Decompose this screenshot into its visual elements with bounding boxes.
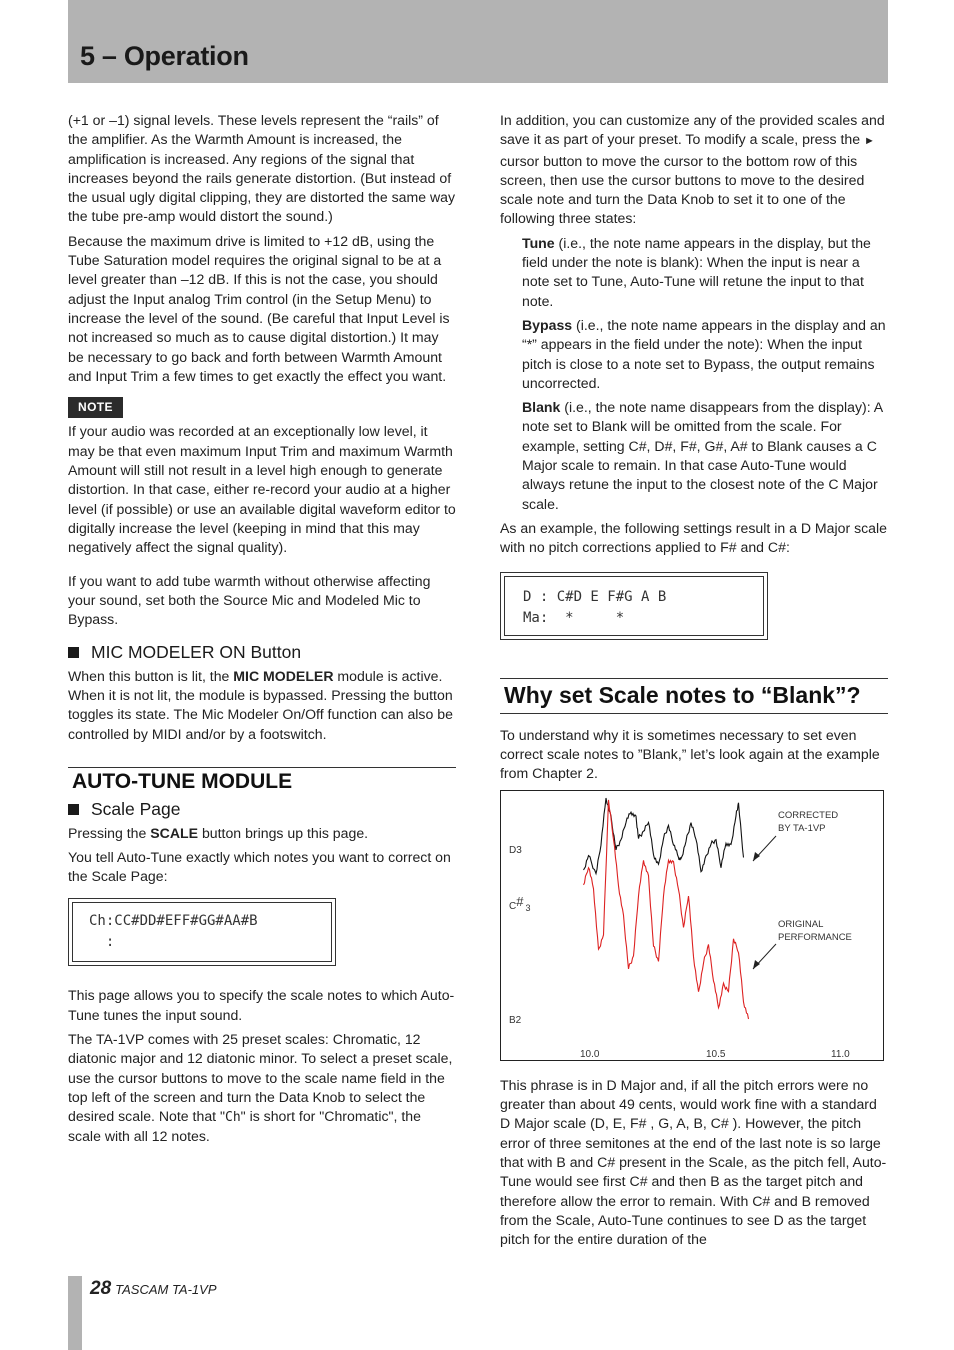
arrow-original-head <box>753 960 760 969</box>
paragraph-preset-scales: The TA-1VP comes with 25 preset scales: Chromatic, 12 diatonic major and 12 diatonic minor. To select a preset scale, use the cursor buttons to move to the scale name field in the top left of the screen and turn the Data Knob to select the desired scale. Note that "Ch" is short for "Chromatic", the scale with all 12 notes. <box>68 1030 453 1145</box>
page-number: 28 <box>90 1278 112 1299</box>
chapter-title: 5 – Operation <box>80 41 249 71</box>
state-bypass: Bypass (i.e., the note name appears in the display and an “*” appears in the field under the note): When the input pitch is close to a note set to Bypass, the output remains uncorrected. <box>522 316 886 391</box>
footer-model: TASCAM TA-1VP <box>115 1282 217 1297</box>
state-tune: Tune (i.e., the note name appears in the display, but the field under the note is blank): When the input is near a note set to Tune, Auto-Tune will retune the input to that note. <box>522 234 871 309</box>
scale-page-heading: Scale Page <box>68 800 456 819</box>
y-label-d3: D3 <box>509 844 522 856</box>
scale-lcd-display <box>68 898 336 966</box>
square-bullet-icon <box>68 647 79 658</box>
annotation-original-line1: ORIGINAL <box>778 918 824 930</box>
d-major-lcd-display <box>500 572 768 640</box>
scale-page-intro: Pressing the SCALE button brings up this page. <box>68 824 369 841</box>
left-column <box>68 111 456 1152</box>
why-blank-heading: Why set Scale notes to “Blank”? <box>504 681 861 708</box>
note-label: NOTE <box>68 397 123 418</box>
paragraph-why-blank: To understand why it is sometimes necessary to set even correct scale notes to ”Blank,” let’s look again at the example from Chapter 2. <box>500 726 880 782</box>
paragraph-max-drive: Because the maximum drive is limited to +12 dB, using the Tube Saturation model requires the original signal to be at a level greater than –12 dB. If this is not the case, you should adjust the Input analog Trim control (in the Setup Menu) to increase the level of the sound. (Be careful that Input Level is not increased so much as to cause digital distortion.) It may be necessary to go back and forth between Warmth Amount and Input Trim a few times to get exactly the effect you want. <box>68 232 450 384</box>
paragraph-scale-notes: This page allows you to specify the scale notes to which Auto-Tune tunes the input sound. <box>68 987 455 1023</box>
footer-bar <box>68 1276 82 1350</box>
scale-page-paragraph: You tell Auto-Tune exactly which notes you want to correct on the Scale Page: <box>68 848 451 885</box>
right-arrow-icon: ► <box>864 135 875 148</box>
scale-lcd-screen <box>72 902 332 962</box>
section-rule-bottom <box>500 713 888 714</box>
auto-tune-module-heading: AUTO-TUNE MODULE <box>72 769 293 793</box>
lcd-line-1: D : C#D E F#G A B <box>523 588 667 605</box>
note-text: If your audio was recorded at an exceptionally low level, it may be that even maximum Input Trim and maximum Warmth Amount will still not result in a level high enough to generate distortion. In that case, either re-record your audio at a higher level (if possible) or use an available digital waveform editor to digitally increase the level (keeping in mind that this may negatively affect the signal quality). <box>68 423 456 556</box>
x-tick-10-5: 10.5 <box>706 1048 726 1060</box>
pitch-chart-svg <box>501 791 885 1062</box>
paragraph-bypass-tip: If you want to add tube warmth without otherwise affecting your sound, set both the Source Mic and Modeled Mic to Bypass. <box>68 572 431 628</box>
paragraph-d-major-analysis: This phrase is in D Major and, if all the pitch errors were no greater than about 49 cents, would work fine with a standard D Major scale (D, E, F# , G, A, B, C# ). However, the pitch error of three semitones at the end of the last note is so large that with B and C# present in the Scale, as the pitch fell, Auto-Tune would see first C# and then B as the target pitch and therefore allow the error to remain. With C# and B removed from the Scale, Auto-Tune continues to see D as the target pitch for the entire duration of the <box>500 1076 887 1248</box>
paragraph-d-major-example: As an example, the following settings result in a D Major scale with no pitch corrections applied to F# and C#: <box>500 519 887 556</box>
paragraph-rails: (+1 or –1) signal levels. These levels represent the “rails” of the amplifier. As the Warmth Amount is increased, the amplification is increased. Any regions of the signal that increases beyond the rails generate distortion. (But instead of the usual ugly digital clipping, they are distorted the same way the tube pre-amp would distort the sound.) <box>68 112 456 225</box>
inline-code-ch: Ch <box>225 1110 241 1126</box>
mic-modeler-paragraph: When this button is lit, the MIC MODELER module is active. When it is not lit, the module is bypassed. Pressing the button toggles its state. The Mic Modeler On/Off function can also be controlled by MIDI and/or by a footswitch. <box>68 667 453 742</box>
x-tick-11-0: 11.0 <box>831 1048 850 1060</box>
lcd-line-2: : <box>89 934 115 951</box>
paragraph-customize: In addition, you can customize any of the provided scales and save it as part of your preset. To modify a scale, press the ► cursor button to move the cursor to the bottom row of this screen, then use the cursor buttons to move to the desired scale note and turn the Data Knob to set it to one of the following three states: <box>500 112 885 227</box>
annotation-corrected-line2: BY TA-1VP <box>778 822 826 834</box>
annotation-corrected-line1: CORRECTED <box>778 809 839 821</box>
mic-modeler-heading: MIC MODELER ON Button <box>68 643 456 662</box>
d-major-lcd-screen <box>504 576 764 636</box>
right-column <box>500 111 888 1254</box>
state-blank: Blank (i.e., the note name disappears from the display): A note set to Blank will be omitted from the scale. For example, setting C#, D#, F#, G#, A# to Blank causes a C Major scale to remain. In that case Auto-Tune would always retune the input to the closest note of the C Major scale. <box>522 399 883 512</box>
lcd-line-1: Ch:CC#DD#EFF#GG#AA#B <box>89 913 258 930</box>
series-layer <box>584 798 749 1019</box>
lcd-line-2: Ma: * * <box>523 609 625 626</box>
pitch-chart <box>500 790 884 1061</box>
footer <box>90 1278 217 1300</box>
annotation-original-line2: PERFORMANCE <box>778 931 852 943</box>
chapter-header-bar <box>68 0 888 83</box>
y-label-b2: B2 <box>509 1014 522 1026</box>
x-tick-10-0: 10.0 <box>580 1048 600 1060</box>
square-bullet-icon <box>68 804 79 815</box>
arrow-corrected-head <box>753 852 760 861</box>
y-label-c3: C# 3 <box>509 893 531 913</box>
